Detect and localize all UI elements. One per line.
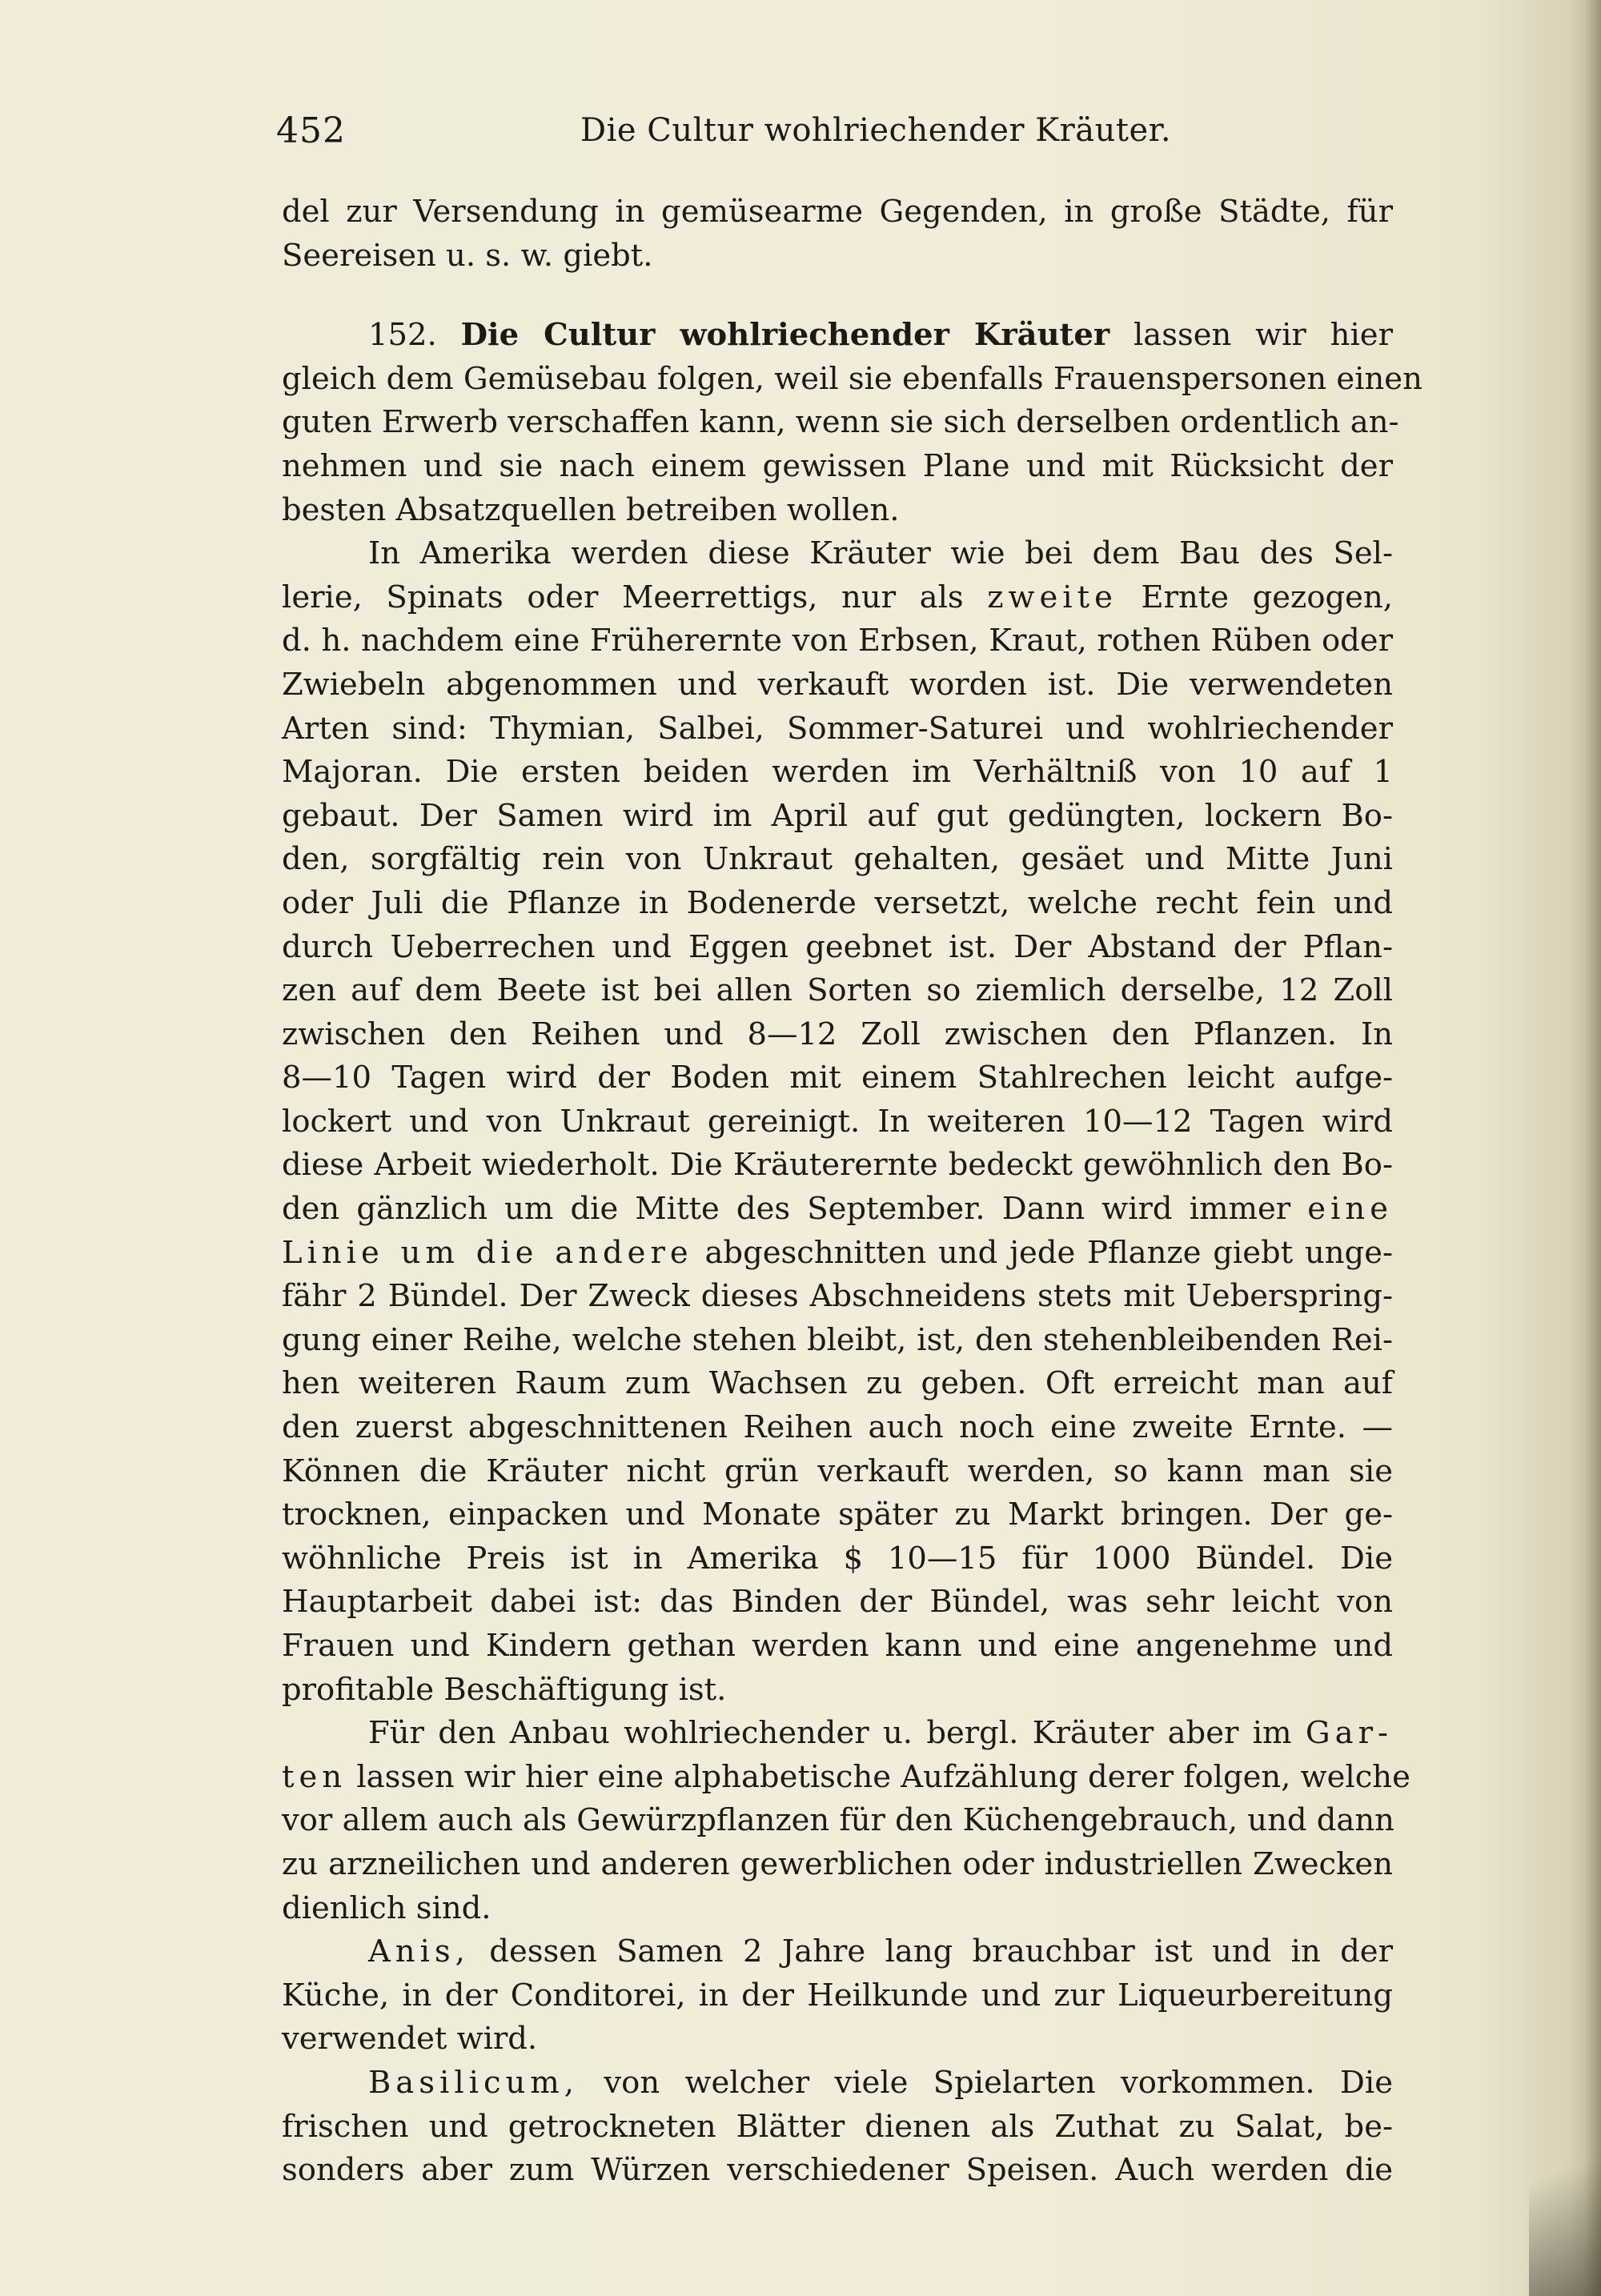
text-span: von welcher viele Spielarten vorkommen. Die [604, 2064, 1393, 2101]
text-line: zwischen den Reihen und 8—12 Zoll zwischen den Pflanzen. In [282, 1016, 1393, 1052]
text-line: guten Erwerb verschaffen kann, wenn sie sich derselben ordentlich an- [282, 404, 1399, 441]
text-line: hen weiteren Raum zum Wachsen zu geben. Oft erreicht man auf [282, 1365, 1393, 1402]
text-line: Zwiebeln abgenommen und verkauft worden ist. Die verwendeten [282, 666, 1393, 703]
text-span: dessen Samen 2 Jahre lang brauchbar ist und in der [489, 1933, 1393, 1970]
text-line: del zur Versendung in gemüsearme Gegenden, in große Städte, für [282, 194, 1393, 230]
text-span: abgeschnitten und jede Pflanze giebt unge- [704, 1234, 1393, 1271]
text-line: d. h. nachdem eine Früherernte von Erbsen, Kraut, rothen Rüben oder [282, 623, 1393, 659]
text-line: Hauptarbeit dabei ist: das Binden der Bündel, was sehr leicht von [282, 1584, 1393, 1621]
text-line: vor allem auch als Gewürzpflanzen für den Küchengebrauch, und dann [282, 1802, 1394, 1839]
entry-term: Basilicum, [368, 2064, 580, 2101]
text-line: Können die Kräuter nicht grün verkauft werden, so kann man sie [282, 1453, 1393, 1489]
text-line [282, 576, 1393, 620]
text-line: gebaut. Der Samen wird im April auf gut gedüngten, lockern Bo- [282, 797, 1393, 834]
entry-term: Anis, [368, 1933, 470, 1970]
text-line: Arten sind: Thymian, Salbei, Sommer-Saturei und wohlriechender [282, 710, 1393, 747]
page-edge [1583, 0, 1601, 2296]
running-head: Die Cultur wohlriechender Kräuter. [580, 112, 1172, 149]
text-line [282, 1232, 1393, 1276]
emphasis-span: eine [1307, 1191, 1393, 1228]
section-gap [282, 278, 1393, 314]
text-line [282, 1712, 1393, 1756]
text-line: Frauen und Kindern gethan werden kann und eine angenehme und [282, 1628, 1393, 1664]
text-line: besten Absatzquellen betreiben wollen. [282, 491, 900, 528]
text-line: oder Juli die Pflanze in Bodenerde versetzt, welche recht fein und [282, 884, 1393, 921]
text-line [282, 1188, 1393, 1232]
body-text [282, 190, 1422, 2193]
section-title: Die Cultur wohlriechender Kräuter [460, 317, 1110, 354]
text-line [282, 1756, 1410, 1800]
text-line: den, sorgfältig rein von Unkraut gehalten, gesäet und Mitte Juni [282, 841, 1393, 878]
text-line: 8—10 Tagen wird der Boden mit einem Stahlrechen leicht aufge- [282, 1060, 1393, 1096]
text-span: Ernte gezogen, [1141, 579, 1393, 615]
text-line: durch Ueberrechen und Eggen geebnet ist. Der Abstand der Pflan- [282, 928, 1393, 965]
text-line: wöhnliche Preis ist in Amerika $ 10—15 für 1000 Bündel. Die [282, 1540, 1393, 1577]
text-line: nehmen und sie nach einem gewissen Plane und mit Rücksicht der [282, 447, 1393, 484]
text-line: zu arzneilichen und anderen gewerblichen oder industriellen Zwecken [282, 1845, 1393, 1882]
text-span: lassen wir hier [1133, 317, 1393, 354]
text-line [282, 2062, 1393, 2106]
emphasis-span: ten [282, 1758, 347, 1795]
page-number: 452 [276, 110, 346, 151]
text-line: zen auf dem Beete ist bei allen Sorten so ziemlich derselbe, 12 Zoll [282, 972, 1393, 1009]
text-span: lassen wir hier eine alphabetische Aufzählung derer folgen, welche [356, 1758, 1410, 1795]
page-corner-shadow [1529, 2088, 1601, 2296]
text-line: profitable Beschäftigung ist. [282, 1671, 727, 1708]
text-line: den zuerst abgeschnittenen Reihen auch noch eine zweite Ernte. — [282, 1409, 1393, 1446]
text-line: gleich dem Gemüsebau folgen, weil sie ebenfalls Frauenspersonen einen [282, 360, 1422, 397]
text-line: verwendet wird. [282, 2021, 538, 2058]
section-number: 152. [368, 317, 437, 354]
section-heading-line [282, 314, 1393, 358]
text-line: gung einer Reihe, welche stehen bleibt, ist, den stehenbleibenden Rei- [282, 1321, 1393, 1358]
text-line: diese Arbeit wiederholt. Die Kräuterernte bedeckt gewöhnlich den Bo- [282, 1147, 1393, 1184]
page-header [276, 110, 1393, 158]
text-line: sonders aber zum Würzen verschiedener Speisen. Auch werden die [282, 2152, 1393, 2189]
text-line: In Amerika werden diese Kräuter wie bei dem Bau des Sel- [368, 535, 1393, 572]
text-line: dienlich sind. [282, 1889, 492, 1926]
text-line: Seereisen u. s. w. giebt. [282, 237, 653, 274]
emphasis-span: zweite [987, 579, 1117, 615]
text-span: Für den Anbau wohlriechender u. bergl. Kräuter aber im [368, 1715, 1292, 1752]
text-span: den gänzlich um die Mitte des September. Dann wird immer [282, 1191, 1291, 1228]
text-line [282, 1930, 1393, 1974]
emphasis-span: Linie um die andere [282, 1234, 693, 1271]
text-line: Küche, in der Conditorei, in der Heilkunde und zur Liqueurbereitung [282, 1977, 1393, 2014]
text-line: Majoran. Die ersten beiden werden im Verhältniß von 10 auf 1 [282, 754, 1393, 791]
text-span: lerie, Spinats oder Meerrettigs, nur als [282, 579, 964, 615]
text-line: frischen und getrockneten Blätter dienen als Zuthat zu Salat, be- [282, 2108, 1393, 2145]
text-line: lockert und von Unkraut gereinigt. In weiteren 10—12 Tagen wird [282, 1103, 1393, 1140]
text-line: fähr 2 Bündel. Der Zweck dieses Abschneidens stets mit Ueberspring- [282, 1278, 1393, 1315]
emphasis-span: Gar- [1305, 1715, 1394, 1752]
text-line: trocknen, einpacken und Monate später zu Markt bringen. Der ge- [282, 1497, 1393, 1533]
